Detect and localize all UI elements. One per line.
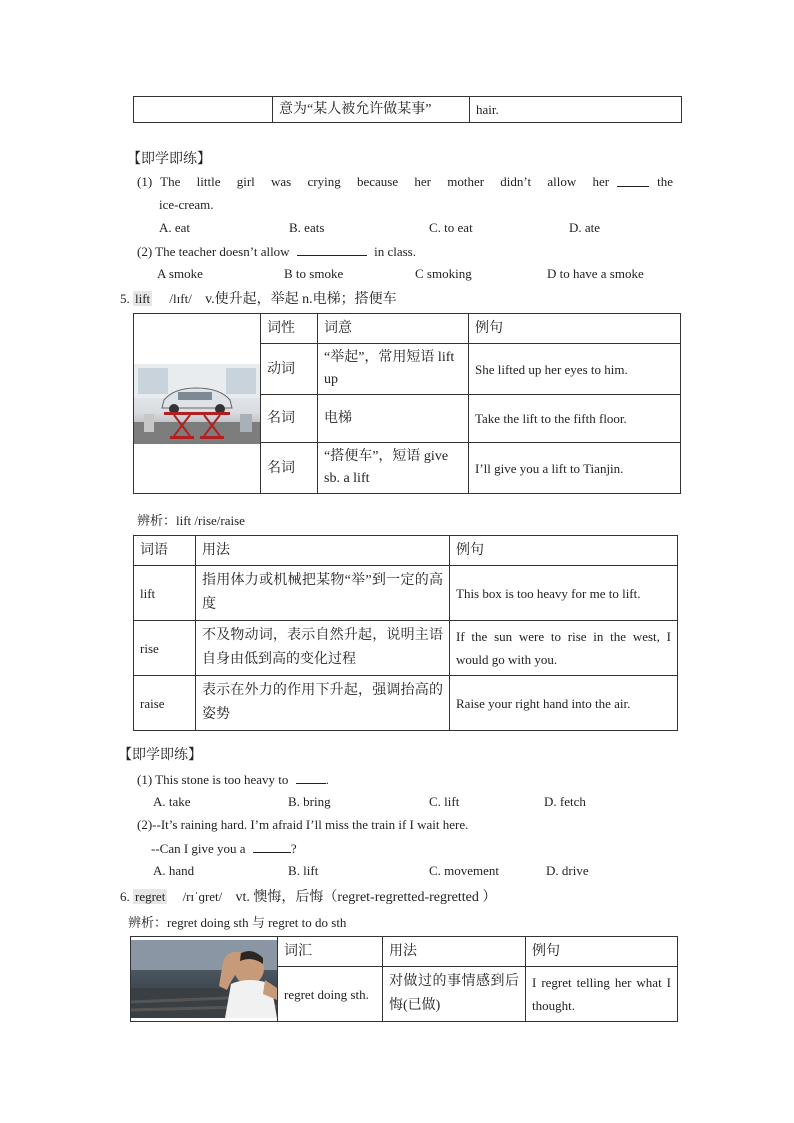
practice2-q1-text-end: . bbox=[325, 772, 329, 787]
word5-meaning: v.使升起，举起 n.电梯；搭便车 bbox=[205, 292, 397, 307]
word6-distinguish-title: 辨析：regret doing sth 与 regret to do sth bbox=[128, 915, 347, 930]
distinguish1-row2-example: If the sun were to rise in the west, I would go with you. bbox=[450, 621, 678, 676]
practice1-q2-option-d[interactable]: D to have a smoke bbox=[547, 266, 644, 281]
word6-word: regret bbox=[135, 889, 166, 904]
practice2-q1-blank[interactable] bbox=[296, 771, 326, 784]
practice1-q2-option-c[interactable]: C smoking bbox=[415, 266, 472, 281]
practice2-q2-line2-end: ? bbox=[290, 841, 297, 856]
top-table-cell-2: 意为“某人被允许做某事” bbox=[273, 97, 470, 123]
practice1-heading: 【即学即练】 bbox=[127, 152, 211, 167]
top-table-cell-3: hair. bbox=[470, 97, 682, 123]
practice1-q1-continued: ice-cream. bbox=[159, 197, 214, 212]
practice2-q2-option-c[interactable]: C. movement bbox=[429, 863, 500, 878]
practice2-q1-option-b[interactable]: B. bring bbox=[288, 794, 331, 809]
distinguish1-table bbox=[133, 535, 678, 731]
word6-phonetic: /rɪˈɡret/ bbox=[182, 889, 223, 904]
distinguish1-header-example: 例句 bbox=[450, 536, 678, 566]
word5-image-cell bbox=[134, 314, 261, 494]
distinguish1-row3-word: raise bbox=[134, 676, 196, 731]
word6-header-example: 例句 bbox=[526, 937, 678, 967]
practice2-q2-blank[interactable] bbox=[253, 840, 291, 853]
word5-row2-meaning: 电梯 bbox=[318, 395, 469, 443]
word5-row1-meaning: “举起”，常用短语 lift up bbox=[318, 344, 469, 395]
practice1-q2-text-end: in class. bbox=[374, 244, 416, 259]
practice1-q2 bbox=[137, 243, 416, 260]
regretful-man-illustration bbox=[131, 940, 277, 1018]
word6-meaning: vt. 懊悔，后悔（regret-regretted-regretted ） bbox=[235, 890, 497, 905]
distinguish1-header-word: 词语 bbox=[134, 536, 196, 566]
regret-photo bbox=[131, 940, 277, 1018]
top-table bbox=[133, 96, 682, 123]
distinguish1-row1-word: lift bbox=[134, 566, 196, 621]
word5-header-example: 例句 bbox=[469, 314, 681, 344]
distinguish1-row3-usage: 表示在外力的作用下升起，强调抬高的姿势 bbox=[196, 676, 450, 731]
distinguish1-row2-usage: 不及物动词，表示自然升起，说明主语自身由低到高的变化过程 bbox=[196, 621, 450, 676]
practice2-q2-option-a[interactable]: A. hand bbox=[153, 863, 195, 878]
practice2-q1-option-a[interactable]: A. take bbox=[153, 794, 191, 809]
practice2-q2-option-d[interactable]: D. drive bbox=[546, 863, 589, 878]
distinguish1-header-usage: 用法 bbox=[196, 536, 450, 566]
practice1-q2-option-a[interactable]: A smoke bbox=[157, 266, 203, 281]
practice1-q1-blank[interactable] bbox=[617, 174, 649, 187]
word5-entry bbox=[120, 288, 397, 308]
word5-word: lift bbox=[135, 291, 151, 306]
practice1-q1-option-b[interactable]: B. eats bbox=[289, 220, 325, 235]
word6-entry bbox=[120, 886, 496, 906]
word5-number: 5. bbox=[120, 291, 130, 306]
car-lift-photo bbox=[134, 364, 260, 444]
practice1-q1-number: (1) bbox=[137, 174, 153, 189]
distinguish1-row1-usage: 指用体力或机械把某物“举”到一定的高度 bbox=[196, 566, 450, 621]
word5-row1-pos: 动词 bbox=[261, 344, 318, 395]
word6-row1-example: I regret telling her what I thought. bbox=[526, 967, 678, 1022]
distinguish1-title: 辨析：lift /rise/raise bbox=[137, 513, 245, 528]
word5-table bbox=[133, 313, 681, 494]
word5-row3-pos: 名词 bbox=[261, 443, 318, 494]
word6-image-cell bbox=[131, 937, 278, 1022]
practice2-q2: (2)--It’s raining hard. I’m afraid I’ll miss the train if I wait here. bbox=[137, 817, 469, 832]
word5-phonetic: /lɪft/ bbox=[169, 291, 192, 306]
distinguish1-row3-example: Raise your right hand into the air. bbox=[450, 676, 678, 731]
word6-number: 6. bbox=[120, 889, 130, 904]
top-table-cell-1 bbox=[134, 97, 273, 123]
practice1-q2-text: (2) The teacher doesn’t allow bbox=[137, 244, 290, 259]
practice1-q2-blank[interactable] bbox=[297, 243, 367, 256]
word5-row3-meaning: “搭便车”，短语 give sb. a lift bbox=[318, 443, 469, 494]
word6-table bbox=[130, 936, 678, 1022]
distinguish1-row2-word: rise bbox=[134, 621, 196, 676]
practice2-q1-option-c[interactable]: C. lift bbox=[429, 794, 460, 809]
practice2-q2-option-b[interactable]: B. lift bbox=[288, 863, 319, 878]
practice2-q2-line2 bbox=[151, 840, 297, 857]
word5-header-pos: 词性 bbox=[261, 314, 318, 344]
practice1-q1-option-a[interactable]: A. eat bbox=[159, 220, 191, 235]
practice2-q1 bbox=[137, 771, 329, 788]
word5-header-meaning: 词意 bbox=[318, 314, 469, 344]
practice1-q1-option-d[interactable]: D. ate bbox=[569, 220, 601, 235]
practice1-q1-text-end: the bbox=[657, 174, 673, 189]
word6-row1-usage: 对做过的事情感到后悔(已做) bbox=[383, 967, 526, 1022]
word5-row1-example: She lifted up her eyes to him. bbox=[469, 344, 681, 395]
word6-header-usage: 用法 bbox=[383, 937, 526, 967]
word5-row2-pos: 名词 bbox=[261, 395, 318, 443]
practice2-q1-option-d[interactable]: D. fetch bbox=[544, 794, 586, 809]
practice1-q1 bbox=[137, 174, 673, 190]
practice1-q1-option-c[interactable]: C. to eat bbox=[429, 220, 473, 235]
car-lift-illustration bbox=[134, 364, 260, 444]
word6-row1-word: regret doing sth. bbox=[278, 967, 383, 1022]
practice2-q1-text: (1) This stone is too heavy to bbox=[137, 772, 289, 787]
practice2-q2-line2-text: --Can I give you a bbox=[151, 841, 246, 856]
practice1-q2-option-b[interactable]: B to smoke bbox=[284, 266, 344, 281]
practice1-q1-text: The little girl was crying because her mother didn’t allow her bbox=[160, 174, 610, 189]
word5-row3-example: I’ll give you a lift to Tianjin. bbox=[469, 443, 681, 494]
distinguish1-row1-example: This box is too heavy for me to lift. bbox=[450, 566, 678, 621]
word6-header-word: 词汇 bbox=[278, 937, 383, 967]
practice2-heading: 【即学即练】 bbox=[118, 748, 202, 763]
word5-row2-example: Take the lift to the fifth floor. bbox=[469, 395, 681, 443]
